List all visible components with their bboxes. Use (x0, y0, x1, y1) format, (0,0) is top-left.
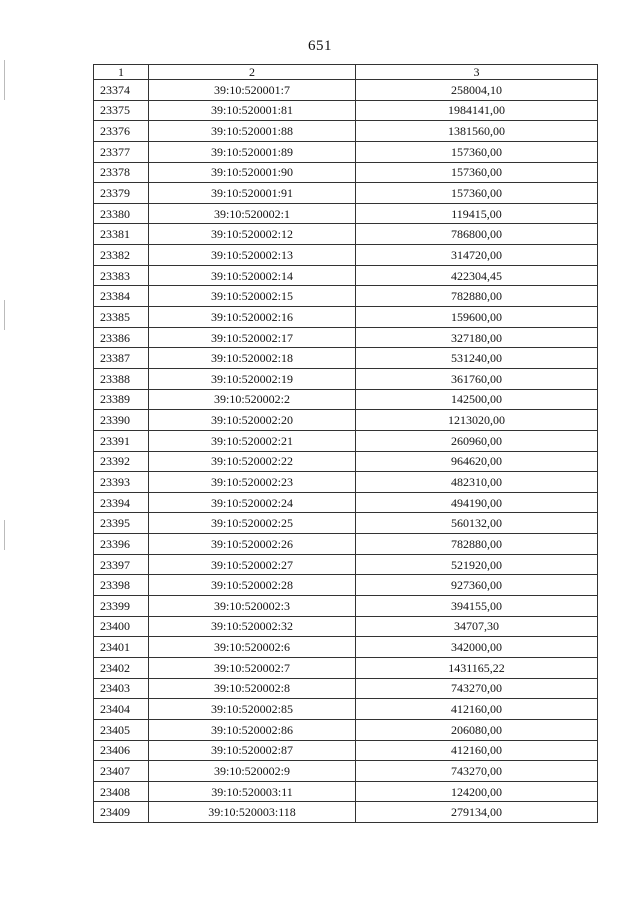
table-row (94, 678, 598, 699)
table-row (94, 554, 598, 575)
cadastral-value-cell: 560132,00 (356, 513, 598, 534)
column-header-value: 3 (356, 65, 598, 80)
cadastral-number-cell: 39:10:520002:85 (149, 699, 356, 720)
scan-margin-mark (4, 520, 5, 550)
column-header-number: 1 (94, 65, 149, 80)
cadastral-number-cell: 39:10:520002:28 (149, 575, 356, 596)
table-row (94, 348, 598, 369)
table-row (94, 596, 598, 617)
table-row (94, 307, 598, 328)
cadastral-value-cell: 412160,00 (356, 699, 598, 720)
table-row (94, 451, 598, 472)
row-number-cell: 23375 (94, 100, 149, 121)
cadastral-number-cell: 39:10:520002:25 (149, 513, 356, 534)
table-row (94, 121, 598, 142)
cadastral-number-cell: 39:10:520002:18 (149, 348, 356, 369)
table-row (94, 534, 598, 555)
table-row (94, 699, 598, 720)
row-number-cell: 23374 (94, 80, 149, 101)
cadastral-number-cell: 39:10:520002:9 (149, 761, 356, 782)
table-row (94, 781, 598, 802)
cadastral-number-cell: 39:10:520002:1 (149, 203, 356, 224)
cadastral-number-cell: 39:10:520002:16 (149, 307, 356, 328)
row-number-cell: 23409 (94, 802, 149, 823)
cadastral-value-cell: 157360,00 (356, 141, 598, 162)
cadastral-value-cell: 743270,00 (356, 761, 598, 782)
table-row (94, 492, 598, 513)
row-number-cell: 23400 (94, 616, 149, 637)
cadastral-value-cell: 1381560,00 (356, 121, 598, 142)
row-number-cell: 23389 (94, 389, 149, 410)
row-number-cell: 23398 (94, 575, 149, 596)
cadastral-number-cell: 39:10:520002:21 (149, 430, 356, 451)
cadastral-value-cell: 531240,00 (356, 348, 598, 369)
cadastral-number-cell: 39:10:520003:11 (149, 781, 356, 802)
table-row (94, 286, 598, 307)
table-row (94, 637, 598, 658)
row-number-cell: 23408 (94, 781, 149, 802)
cadastral-number-cell: 39:10:520002:23 (149, 472, 356, 493)
row-number-cell: 23407 (94, 761, 149, 782)
cadastral-number-cell: 39:10:520002:15 (149, 286, 356, 307)
table-row (94, 224, 598, 245)
cadastral-value-cell: 743270,00 (356, 678, 598, 699)
cadastral-value-cell: 782880,00 (356, 534, 598, 555)
row-number-cell: 23388 (94, 368, 149, 389)
cadastral-value-cell: 260960,00 (356, 430, 598, 451)
table-row (94, 410, 598, 431)
cadastral-number-cell: 39:10:520002:26 (149, 534, 356, 555)
cadastral-value-cell: 142500,00 (356, 389, 598, 410)
column-header-cadastral-number: 2 (149, 65, 356, 80)
cadastral-number-cell: 39:10:520001:89 (149, 141, 356, 162)
table-row (94, 183, 598, 204)
table-row (94, 761, 598, 782)
table-row (94, 245, 598, 266)
table-row (94, 616, 598, 637)
cadastral-value-cell: 1984141,00 (356, 100, 598, 121)
cadastral-value-cell: 494190,00 (356, 492, 598, 513)
cadastral-value-cell: 964620,00 (356, 451, 598, 472)
cadastral-value-cell: 786800,00 (356, 224, 598, 245)
row-number-cell: 23392 (94, 451, 149, 472)
row-number-cell: 23393 (94, 472, 149, 493)
cadastral-value-cell: 412160,00 (356, 740, 598, 761)
scan-margin-mark (4, 60, 5, 100)
cadastral-number-cell: 39:10:520002:24 (149, 492, 356, 513)
table-row (94, 368, 598, 389)
cadastral-value-cell: 482310,00 (356, 472, 598, 493)
row-number-cell: 23397 (94, 554, 149, 575)
table-row (94, 472, 598, 493)
cadastral-number-cell: 39:10:520001:88 (149, 121, 356, 142)
row-number-cell: 23385 (94, 307, 149, 328)
cadastral-value-cell: 157360,00 (356, 162, 598, 183)
cadastral-number-cell: 39:10:520002:32 (149, 616, 356, 637)
cadastral-number-cell: 39:10:520002:17 (149, 327, 356, 348)
cadastral-value-cell: 782880,00 (356, 286, 598, 307)
cadastral-value-cell: 206080,00 (356, 719, 598, 740)
table-row (94, 100, 598, 121)
cadastral-number-cell: 39:10:520003:118 (149, 802, 356, 823)
row-number-cell: 23403 (94, 678, 149, 699)
table-row (94, 80, 598, 101)
cadastral-number-cell: 39:10:520002:20 (149, 410, 356, 431)
cadastral-number-cell: 39:10:520001:90 (149, 162, 356, 183)
row-number-cell: 23405 (94, 719, 149, 740)
cadastral-number-cell: 39:10:520001:7 (149, 80, 356, 101)
row-number-cell: 23376 (94, 121, 149, 142)
cadastral-value-cell: 279134,00 (356, 802, 598, 823)
row-number-cell: 23390 (94, 410, 149, 431)
table-row (94, 740, 598, 761)
row-number-cell: 23404 (94, 699, 149, 720)
row-number-cell: 23384 (94, 286, 149, 307)
table-row (94, 327, 598, 348)
cadastral-number-cell: 39:10:520002:27 (149, 554, 356, 575)
cadastral-value-cell: 124200,00 (356, 781, 598, 802)
table-row (94, 389, 598, 410)
cadastral-value-cell: 1431165,22 (356, 657, 598, 678)
row-number-cell: 23387 (94, 348, 149, 369)
cadastral-number-cell: 39:10:520002:87 (149, 740, 356, 761)
row-number-cell: 23401 (94, 637, 149, 658)
row-number-cell: 23391 (94, 430, 149, 451)
row-number-cell: 23399 (94, 596, 149, 617)
cadastral-number-cell: 39:10:520001:91 (149, 183, 356, 204)
row-number-cell: 23395 (94, 513, 149, 534)
cadastral-value-cell: 1213020,00 (356, 410, 598, 431)
row-number-cell: 23383 (94, 265, 149, 286)
row-number-cell: 23396 (94, 534, 149, 555)
table-row (94, 141, 598, 162)
row-number-cell: 23394 (94, 492, 149, 513)
cadastral-number-cell: 39:10:520002:22 (149, 451, 356, 472)
cadastral-number-cell: 39:10:520002:2 (149, 389, 356, 410)
table-row (94, 575, 598, 596)
table-header-row (94, 65, 598, 80)
row-number-cell: 23386 (94, 327, 149, 348)
page-number: 651 (308, 38, 332, 54)
cadastral-value-cell: 422304,45 (356, 265, 598, 286)
scan-margin-mark (4, 300, 5, 330)
cadastral-value-cell: 157360,00 (356, 183, 598, 204)
cadastral-value-cell: 258004,10 (356, 80, 598, 101)
cadastral-number-cell: 39:10:520002:6 (149, 637, 356, 658)
cadastral-value-table (93, 64, 598, 823)
cadastral-value-cell: 394155,00 (356, 596, 598, 617)
cadastral-value-cell: 159600,00 (356, 307, 598, 328)
table-row (94, 430, 598, 451)
cadastral-value-cell: 327180,00 (356, 327, 598, 348)
row-number-cell: 23380 (94, 203, 149, 224)
cadastral-number-cell: 39:10:520002:86 (149, 719, 356, 740)
cadastral-number-cell: 39:10:520002:8 (149, 678, 356, 699)
cadastral-value-cell: 927360,00 (356, 575, 598, 596)
table-row (94, 162, 598, 183)
row-number-cell: 23379 (94, 183, 149, 204)
cadastral-number-cell: 39:10:520001:81 (149, 100, 356, 121)
table-row (94, 203, 598, 224)
cadastral-number-cell: 39:10:520002:19 (149, 368, 356, 389)
cadastral-number-cell: 39:10:520002:3 (149, 596, 356, 617)
cadastral-number-cell: 39:10:520002:12 (149, 224, 356, 245)
row-number-cell: 23381 (94, 224, 149, 245)
row-number-cell: 23377 (94, 141, 149, 162)
table-row (94, 802, 598, 823)
cadastral-number-cell: 39:10:520002:7 (149, 657, 356, 678)
cadastral-value-cell: 342000,00 (356, 637, 598, 658)
row-number-cell: 23406 (94, 740, 149, 761)
row-number-cell: 23382 (94, 245, 149, 266)
cadastral-number-cell: 39:10:520002:13 (149, 245, 356, 266)
table-row (94, 657, 598, 678)
cadastral-value-cell: 361760,00 (356, 368, 598, 389)
cadastral-number-cell: 39:10:520002:14 (149, 265, 356, 286)
table-row (94, 513, 598, 534)
cadastral-value-cell: 119415,00 (356, 203, 598, 224)
table-row (94, 265, 598, 286)
table-row (94, 719, 598, 740)
cadastral-value-cell: 314720,00 (356, 245, 598, 266)
cadastral-value-cell: 521920,00 (356, 554, 598, 575)
cadastral-value-cell: 34707,30 (356, 616, 598, 637)
row-number-cell: 23378 (94, 162, 149, 183)
row-number-cell: 23402 (94, 657, 149, 678)
